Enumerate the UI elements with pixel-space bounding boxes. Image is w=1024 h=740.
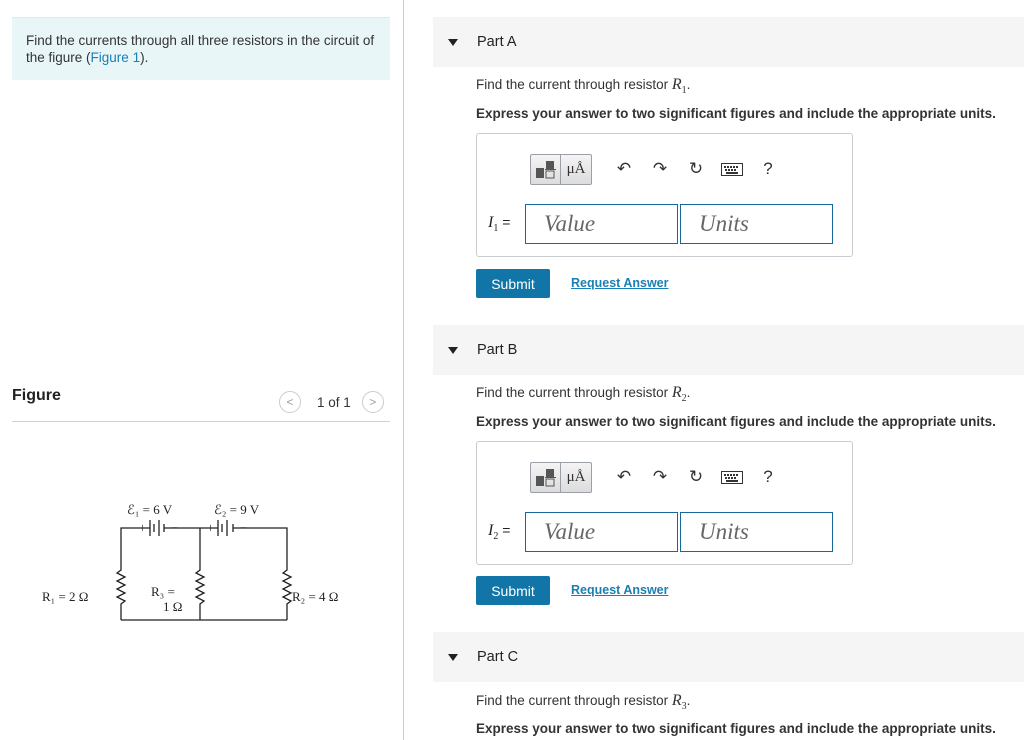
redo-button[interactable] (642, 467, 678, 487)
keyboard-button[interactable] (714, 471, 750, 484)
circuit-diagram (30, 488, 370, 628)
templates-button[interactable] (530, 462, 561, 493)
value-input[interactable]: Value (525, 512, 678, 552)
part-a-instruction: Express your answer to two significant figures and include the appropriate units. (476, 106, 996, 121)
keyboard-button[interactable] (714, 163, 750, 176)
submit-button[interactable]: Submit (476, 576, 550, 605)
resistor-r3 (196, 528, 204, 620)
question-var (671, 692, 687, 713)
question-suffix: . (686, 693, 691, 708)
resistor-r1 (117, 536, 125, 620)
help-icon: ? (763, 159, 773, 178)
r1-label: R₁ = 2 Ω (42, 589, 89, 604)
answer-var-sub: 1 (493, 223, 499, 235)
request-answer-link[interactable]: Request Answer (571, 583, 669, 597)
templates-button[interactable] (530, 154, 561, 185)
answer-row (488, 204, 835, 244)
var-subscript: 1 (681, 85, 687, 97)
reset-icon: ↻ (688, 159, 704, 178)
collapse-triangle-icon (448, 654, 458, 661)
question-text: Find the current through resistor (476, 77, 672, 92)
collapse-triangle-icon (448, 347, 458, 354)
units-input[interactable]: Units (680, 204, 833, 244)
answer-var-sub: 2 (493, 531, 499, 543)
part-a-question (476, 76, 690, 96)
value-input[interactable]: Value (525, 204, 678, 244)
resistor-r2 (283, 536, 291, 620)
emf1-label: ℰ₁ = 6 V (127, 502, 173, 517)
problem-text-end: ). (140, 50, 149, 65)
figure-pager-text: 1 of 1 (317, 394, 351, 410)
collapse-triangle-icon (448, 39, 458, 46)
part-c-header[interactable] (433, 632, 1024, 682)
part-b-question (476, 384, 690, 404)
undo-button[interactable] (606, 467, 642, 487)
column-divider (403, 0, 404, 740)
templates-icon (535, 467, 557, 487)
reset-button[interactable] (678, 467, 714, 487)
request-answer-link[interactable]: Request Answer (571, 276, 669, 290)
chevron-left-icon: < (286, 395, 294, 409)
emf1-plus: + (139, 520, 147, 535)
keyboard-icon (721, 163, 743, 176)
part-a-label: Part A (477, 34, 517, 50)
figure-link[interactable]: Figure 1 (90, 50, 141, 65)
emf2-plus: + (207, 520, 215, 535)
emf1-minus: − (171, 520, 179, 535)
answer-row (488, 512, 835, 552)
part-b-answer-box (476, 441, 853, 565)
answer-var-letter: I (488, 521, 494, 539)
var-letter: R (671, 76, 682, 93)
undo-icon: ↶ (616, 159, 632, 178)
part-c-label: Part C (477, 649, 519, 665)
problem-statement (12, 17, 390, 80)
equals-sign: = (498, 521, 511, 538)
question-text: Find the current through resistor (476, 693, 672, 708)
r3-label-top: R₃ = (151, 584, 175, 599)
math-toolbar (530, 460, 786, 494)
redo-icon: ↷ (652, 467, 668, 486)
figure-pager (279, 391, 384, 413)
undo-icon: ↶ (616, 467, 632, 486)
part-a-header[interactable] (433, 17, 1024, 67)
answer-variable (488, 522, 525, 542)
figure-title: Figure (12, 387, 61, 404)
var-letter: R (671, 384, 682, 401)
redo-button[interactable] (642, 159, 678, 179)
question-var (671, 76, 687, 97)
submit-button[interactable]: Submit (476, 269, 550, 298)
part-b-header[interactable] (433, 325, 1024, 375)
r2-label: R₂ = 4 Ω (292, 589, 339, 604)
part-c-question (476, 692, 690, 712)
part-a-answer-box (476, 133, 853, 257)
part-b-label: Part B (477, 342, 518, 358)
part-c-instruction: Express your answer to two significant figures and include the appropriate units. (476, 721, 996, 736)
templates-icon (535, 159, 557, 179)
question-text: Find the current through resistor (476, 385, 672, 400)
question-suffix: . (686, 385, 691, 400)
undo-button[interactable] (606, 159, 642, 179)
emf2-label: ℰ₂ = 9 V (214, 502, 260, 517)
part-b-instruction: Express your answer to two significant figures and include the appropriate units. (476, 414, 996, 429)
reset-icon: ↻ (688, 467, 704, 486)
keyboard-icon (721, 471, 743, 484)
next-figure-button[interactable] (362, 391, 384, 413)
chevron-right-icon: > (369, 395, 377, 409)
r3-label-bottom: 1 Ω (163, 599, 183, 614)
problem-text: Find the currents through all three resistors in the circuit of the figure ( (26, 33, 375, 65)
help-button[interactable] (750, 159, 786, 179)
equals-sign: = (498, 213, 511, 230)
units-button[interactable] (561, 154, 592, 185)
units-input[interactable]: Units (680, 512, 833, 552)
prev-figure-button[interactable] (279, 391, 301, 413)
units-button[interactable] (561, 462, 592, 493)
question-var (671, 384, 687, 405)
answer-var-letter: I (488, 213, 494, 231)
reset-button[interactable] (678, 159, 714, 179)
var-letter: R (671, 692, 682, 709)
emf2-minus: − (240, 520, 248, 535)
var-subscript: 3 (681, 701, 687, 713)
answer-variable (488, 214, 525, 234)
question-suffix: . (686, 77, 691, 92)
units-icon: μÅ (566, 160, 586, 177)
help-icon: ? (763, 467, 773, 486)
math-toolbar (530, 152, 786, 186)
help-button[interactable] (750, 467, 786, 487)
redo-icon: ↷ (652, 159, 668, 178)
units-icon: μÅ (566, 468, 586, 485)
figure-rule (12, 421, 390, 422)
var-subscript: 2 (681, 393, 687, 405)
